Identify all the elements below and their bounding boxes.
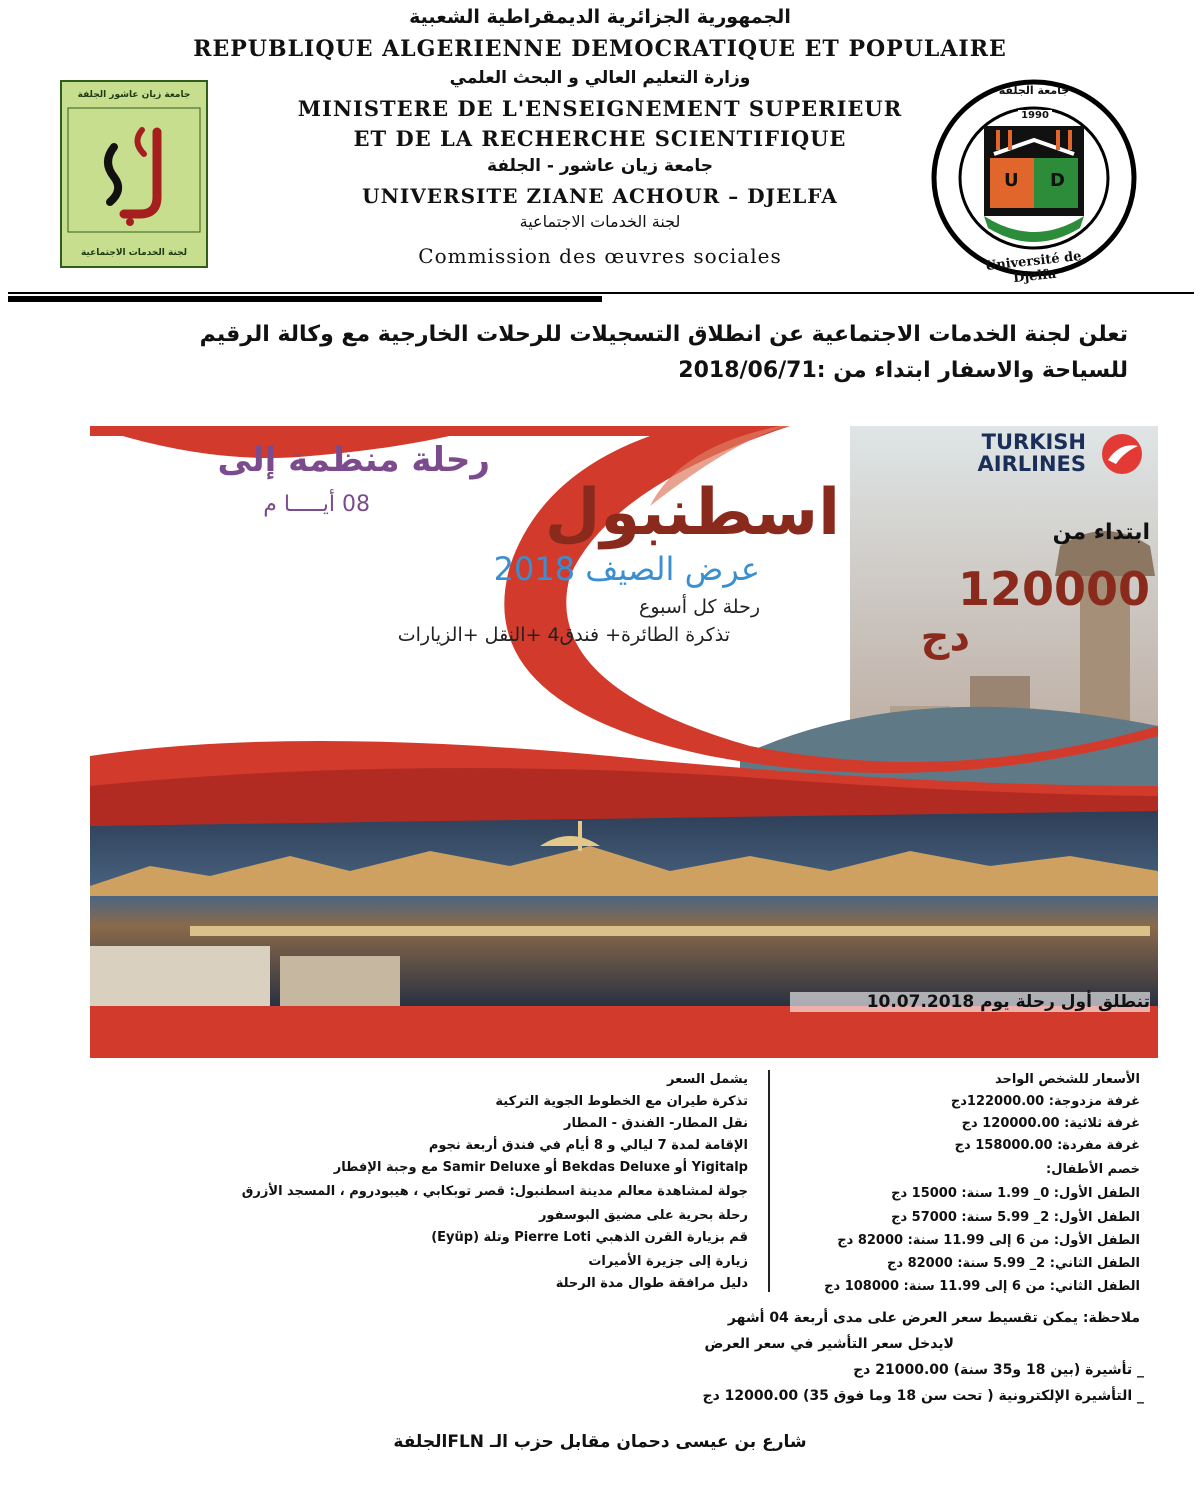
header-french-republic: REPUBLIQUE ALGERIENNE DEMOCRATIQUE ET POPULAIRE bbox=[193, 36, 1007, 62]
e-visa-price: _ التأشيرة الإلكترونية ( تحت سن 18 وما فوق 35) 12000.00 دج bbox=[702, 1388, 1144, 1404]
city-name: اسطنبول bbox=[544, 476, 840, 550]
commission-logo-bottom-text: لجنة الخدمات الاجتماعية bbox=[80, 248, 188, 258]
kid-price-5: الطفل الثاني: من 6 إلى 11.99 سنة: 108000 دج bbox=[824, 1279, 1140, 1294]
address: شارع بن عيسى دحمان مقابل حزب الـ FLNالجلفة bbox=[393, 1432, 807, 1452]
seal-letter-u: U bbox=[1004, 170, 1019, 191]
column-divider bbox=[768, 1070, 770, 1292]
header-french-ministry-2: ET DE LA RECHERCHE SCIENTIFIQUE bbox=[353, 126, 847, 151]
visa-price: _ تأشيرة (بين 18 و35 سنة) 21000.00 دج bbox=[853, 1362, 1144, 1378]
includes-item-3: الإقامة لمدة 7 ليالي و 8 أيام في فندق أربعة نجوم bbox=[428, 1138, 748, 1153]
header-arabic-republic: الجمهورية الجزائرية الديمقراطية الشعبية bbox=[409, 6, 791, 28]
summer-offer: عرض الصيف 2018 bbox=[493, 550, 760, 588]
prices-title: الأسعار للشخص الواحد bbox=[994, 1072, 1140, 1087]
turkish-airlines-icon bbox=[1100, 432, 1144, 476]
header-divider-thin bbox=[8, 292, 1194, 294]
trip-headline: رحلة منظمة إلى bbox=[217, 440, 490, 480]
seal-ring-text-arabic: جامعة الجلفة bbox=[998, 84, 1070, 97]
includes-item-4: Yigitalp أو Bekdas Deluxe أو Samir Deluxe مع وجبة الإفطار bbox=[333, 1160, 748, 1175]
kid-price-1: الطفل الأول: 0_ 1.99 سنة: 15000 دج bbox=[891, 1186, 1140, 1201]
istanbul-flyer bbox=[90, 426, 1158, 1058]
includes-item-6: رحلة بحرية على مضيق البوسفور bbox=[538, 1208, 748, 1223]
starting-price: 120000 bbox=[957, 562, 1150, 616]
header-french-ministry-1: MINISTERE DE L'ENSEIGNEMENT SUPERIEUR bbox=[297, 96, 903, 121]
announcement-line-1: تعلن لجنة الخدمات الاجتماعية عن انطلاق التسجيلات للرحلات الخارجية مع وكالة الرقيم bbox=[199, 322, 1128, 347]
university-seal bbox=[930, 78, 1138, 287]
note-installment: ملاحظة: يمكن تقسيط سعر العرض على مدى أربعة 04 أشهر bbox=[727, 1310, 1140, 1326]
includes-item-2: نقل المطار- الفندق - المطار bbox=[563, 1116, 748, 1131]
includes-item-1: تذكرة طيران مع الخطوط الجوية التركية bbox=[495, 1094, 748, 1109]
price-currency: دج bbox=[920, 614, 970, 660]
commission-logo bbox=[60, 80, 208, 268]
header-divider-thick bbox=[8, 296, 602, 302]
commission-logo-mark bbox=[62, 102, 206, 242]
kid-price-3: الطفل الأول: من 6 إلى 11.99 سنة: 82000 دج bbox=[837, 1233, 1140, 1248]
room-price-single: غرفة مفردة: 158000.00 دج bbox=[954, 1138, 1140, 1153]
kids-discount-title: خصم الأطفال: bbox=[1046, 1162, 1140, 1177]
price-from-label: ابتداء من bbox=[1052, 520, 1150, 545]
airline-name-line2: AIRLINES bbox=[977, 452, 1086, 476]
first-trip-date: تنطلق أول رحلة يوم 10.07.2018 bbox=[790, 992, 1150, 1012]
header-french-university: UNIVERSITE ZIANE ACHOUR – DJELFA bbox=[362, 184, 838, 208]
note-visa-excluded: لايدخل سعر التأشير في سعر العرض bbox=[704, 1336, 954, 1352]
header-arabic-ministry: وزارة التعليم العالي و البحث العلمي bbox=[449, 68, 751, 88]
includes-item-9: دليل مرافقة طوال مدة الرحلة bbox=[555, 1276, 748, 1291]
room-price-triple: غرفة ثلاثية: 120000.00 دج bbox=[961, 1116, 1140, 1131]
header-arabic-university: جامعة زيان عاشور - الجلفة bbox=[487, 156, 713, 176]
commission-logo-top-text: جامعة زيان عاشور الجلفة bbox=[77, 90, 191, 100]
weekly-trip: رحلة كل أسبوع bbox=[639, 596, 760, 618]
seal-ring-text: Université de Djelfa bbox=[984, 249, 1083, 287]
kid-price-2: الطفل الأول: 2_ 5.99 سنة: 57000 دج bbox=[891, 1210, 1140, 1225]
announcement-line-2: للسياحة والاسفار ابتداء من :2018/06/71 bbox=[678, 358, 1128, 383]
seal-letter-d: D bbox=[1050, 170, 1065, 191]
airline-name-line1: TURKISH bbox=[981, 430, 1086, 454]
kid-price-4: الطفل الثاني: 2_ 5.99 سنة: 82000 دج bbox=[887, 1256, 1140, 1271]
includes-item-5: جولة لمشاهدة معالم مدينة اسطنبول: قصر توبكابي ، هيبودروم ، المسجد الأزرق bbox=[241, 1184, 748, 1199]
includes-title: يشمل السعر bbox=[667, 1072, 748, 1087]
includes-item-8: زيارة إلى جزيرة الأميرات bbox=[588, 1254, 748, 1269]
header-french-commission: Commission des œuvres sociales bbox=[418, 244, 782, 268]
includes-summary: تذكرة الطائرة+ فندق4 +النقل +الزيارات bbox=[397, 624, 730, 646]
room-price-double: غرفة مزدوجة: 122000.00دج bbox=[950, 1094, 1140, 1109]
includes-item-7: قم بزيارة القرن الذهبي Pierre Loti وتلة (Eyüp) bbox=[431, 1230, 748, 1245]
header-arabic-commission: لجنة الخدمات الاجتماعية bbox=[519, 212, 681, 231]
trip-days: 08 أيـــــا م bbox=[263, 492, 370, 517]
seal-year: 1990 bbox=[1018, 110, 1052, 121]
